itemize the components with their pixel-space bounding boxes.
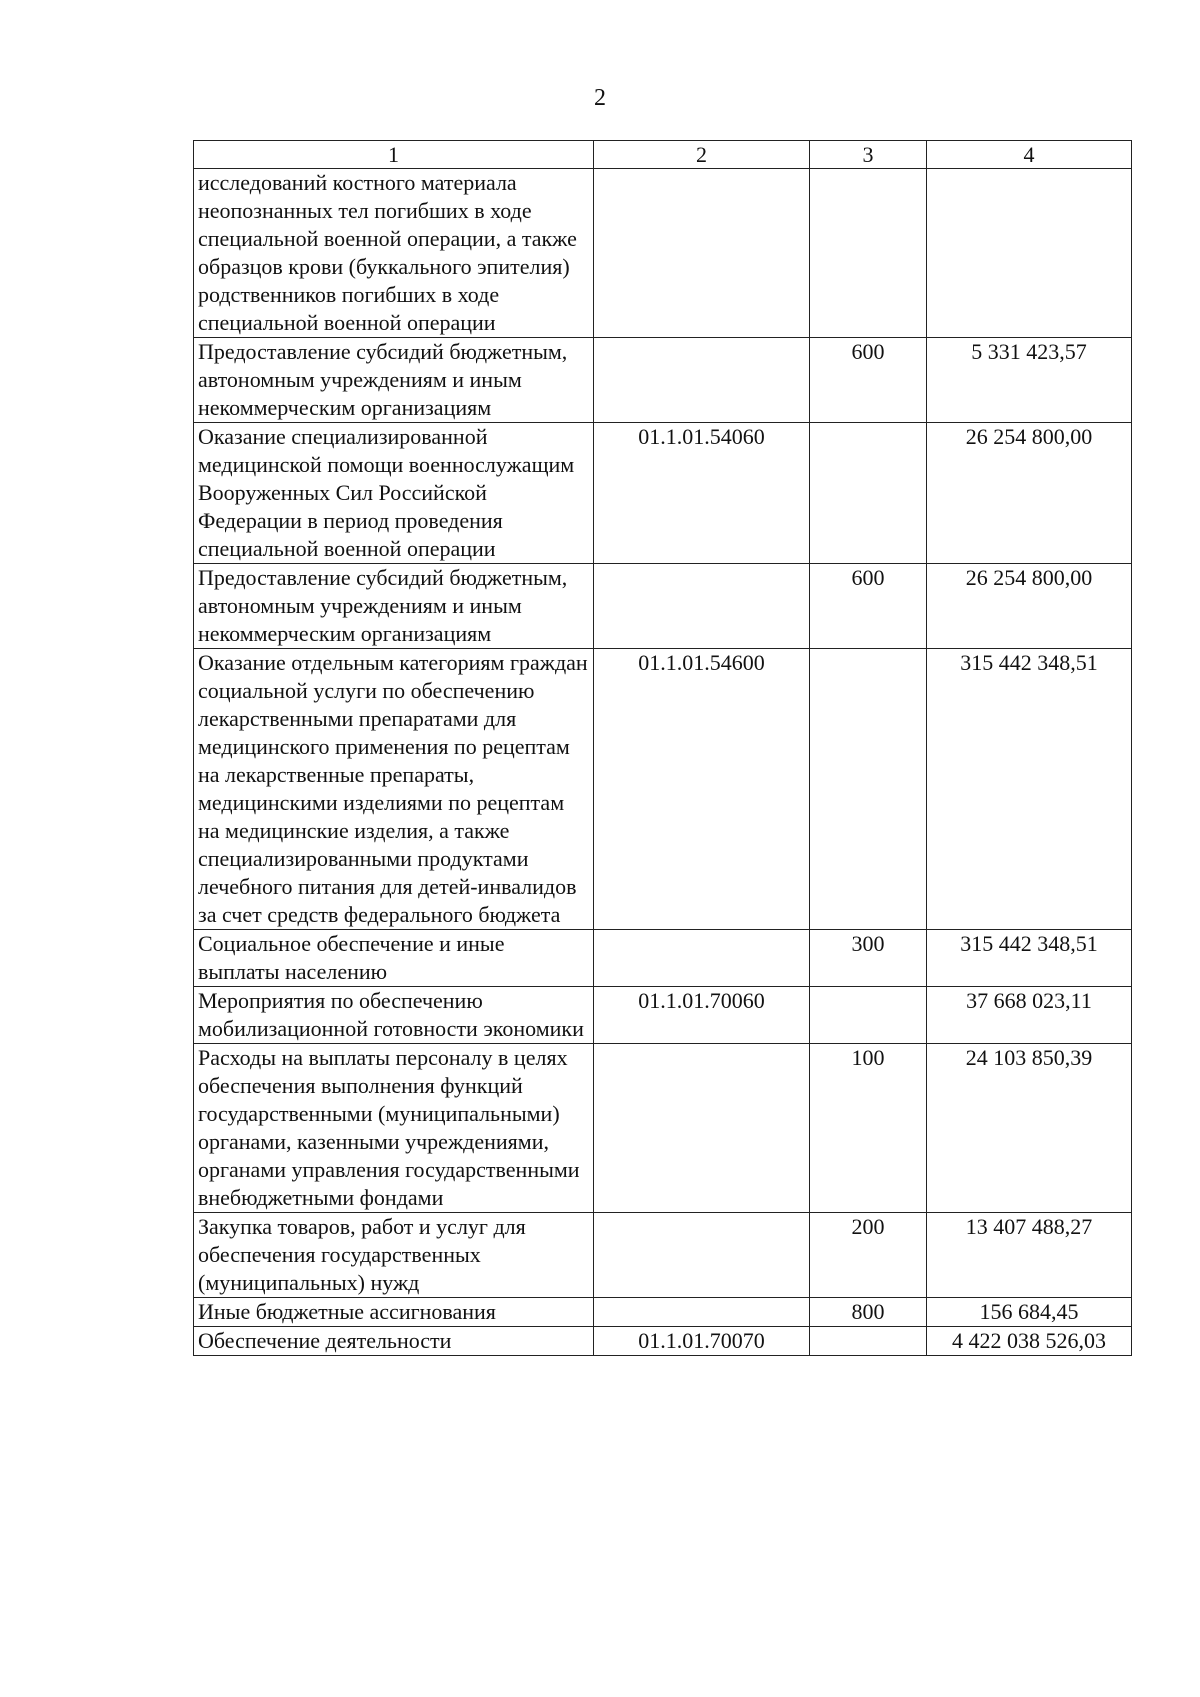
table-row: [194, 649, 1132, 930]
table-row: [194, 564, 1132, 649]
table-header-row: [194, 141, 1132, 169]
table-row: [194, 1213, 1132, 1298]
budget-table: [193, 140, 1132, 1356]
row-name-cell: Социальное обеспечение и иные выплаты населению: [194, 930, 594, 987]
row-code-cell: 01.1.01.54060: [594, 423, 810, 564]
row-code-cell: [594, 1044, 810, 1213]
row-type-cell: 100: [810, 1044, 927, 1213]
row-name-cell: исследований костного материала неопознанных тел погибших в ходе специальной военной операции, а также образцов крови (буккального эпителия) родственников погибших в ходе специальной военной операции: [194, 169, 594, 338]
row-code-cell: [594, 1298, 810, 1327]
row-type-cell: [810, 169, 927, 338]
row-type-cell: 200: [810, 1213, 927, 1298]
page-number: 2: [594, 85, 606, 111]
row-amount-cell: 4 422 038 526,03: [927, 1327, 1132, 1356]
row-amount-cell: 24 103 850,39: [927, 1044, 1132, 1213]
row-type-cell: [810, 423, 927, 564]
row-amount-cell: 37 668 023,11: [927, 987, 1132, 1044]
row-type-cell: [810, 987, 927, 1044]
row-type-cell: [810, 649, 927, 930]
row-amount-cell: [927, 169, 1132, 338]
row-code-cell: 01.1.01.70060: [594, 987, 810, 1044]
table-row: [194, 338, 1132, 423]
row-amount-cell: 5 331 423,57: [927, 338, 1132, 423]
row-amount-cell: 315 442 348,51: [927, 930, 1132, 987]
column-header: 3: [810, 141, 927, 169]
row-code-cell: [594, 338, 810, 423]
table-row: [194, 930, 1132, 987]
row-name-cell: Мероприятия по обеспечению мобилизационной готовности экономики: [194, 987, 594, 1044]
table-row: [194, 1298, 1132, 1327]
row-amount-cell: 26 254 800,00: [927, 423, 1132, 564]
row-type-cell: 800: [810, 1298, 927, 1327]
table-row: [194, 987, 1132, 1044]
row-amount-cell: 13 407 488,27: [927, 1213, 1132, 1298]
row-code-cell: [594, 1213, 810, 1298]
row-name-cell: Предоставление субсидий бюджетным, автономным учреждениям и иным некоммерческим организациям: [194, 564, 594, 649]
row-code-cell: [594, 930, 810, 987]
row-amount-cell: 315 442 348,51: [927, 649, 1132, 930]
row-amount-cell: 26 254 800,00: [927, 564, 1132, 649]
table-row: [194, 1044, 1132, 1213]
row-name-cell: Закупка товаров, работ и услуг для обеспечения государственных (муниципальных) нужд: [194, 1213, 594, 1298]
table-row: [194, 423, 1132, 564]
column-header: 1: [194, 141, 594, 169]
row-code-cell: 01.1.01.54600: [594, 649, 810, 930]
row-code-cell: 01.1.01.70070: [594, 1327, 810, 1356]
row-type-cell: 600: [810, 338, 927, 423]
row-name-cell: Расходы на выплаты персоналу в целях обеспечения выполнения функций государственными (муниципальными) органами, казенными учреждениями, органами управления государственными внебюджетными фондами: [194, 1044, 594, 1213]
table-row: [194, 169, 1132, 338]
row-type-cell: [810, 1327, 927, 1356]
row-name-cell: Предоставление субсидий бюджетным, автономным учреждениям и иным некоммерческим организациям: [194, 338, 594, 423]
row-code-cell: [594, 564, 810, 649]
table-row: [194, 1327, 1132, 1356]
row-name-cell: Оказание специализированной медицинской помощи военнослужащим Вооруженных Сил Российской Федерации в период проведения специальной военной операции: [194, 423, 594, 564]
row-type-cell: 300: [810, 930, 927, 987]
row-name-cell: Оказание отдельным категориям граждан социальной услуги по обеспечению лекарственными препаратами для медицинского применения по рецептам на лекарственные препараты, медицинскими изделиями по рецептам на медицинские изделия, а также специализированными продуктами лечебного питания для детей-инвалидов за счет средств федерального бюджета: [194, 649, 594, 930]
row-type-cell: 600: [810, 564, 927, 649]
column-header: 2: [594, 141, 810, 169]
row-name-cell: Иные бюджетные ассигнования: [194, 1298, 594, 1327]
row-code-cell: [594, 169, 810, 338]
row-amount-cell: 156 684,45: [927, 1298, 1132, 1327]
row-name-cell: Обеспечение деятельности: [194, 1327, 594, 1356]
column-header: 4: [927, 141, 1132, 169]
